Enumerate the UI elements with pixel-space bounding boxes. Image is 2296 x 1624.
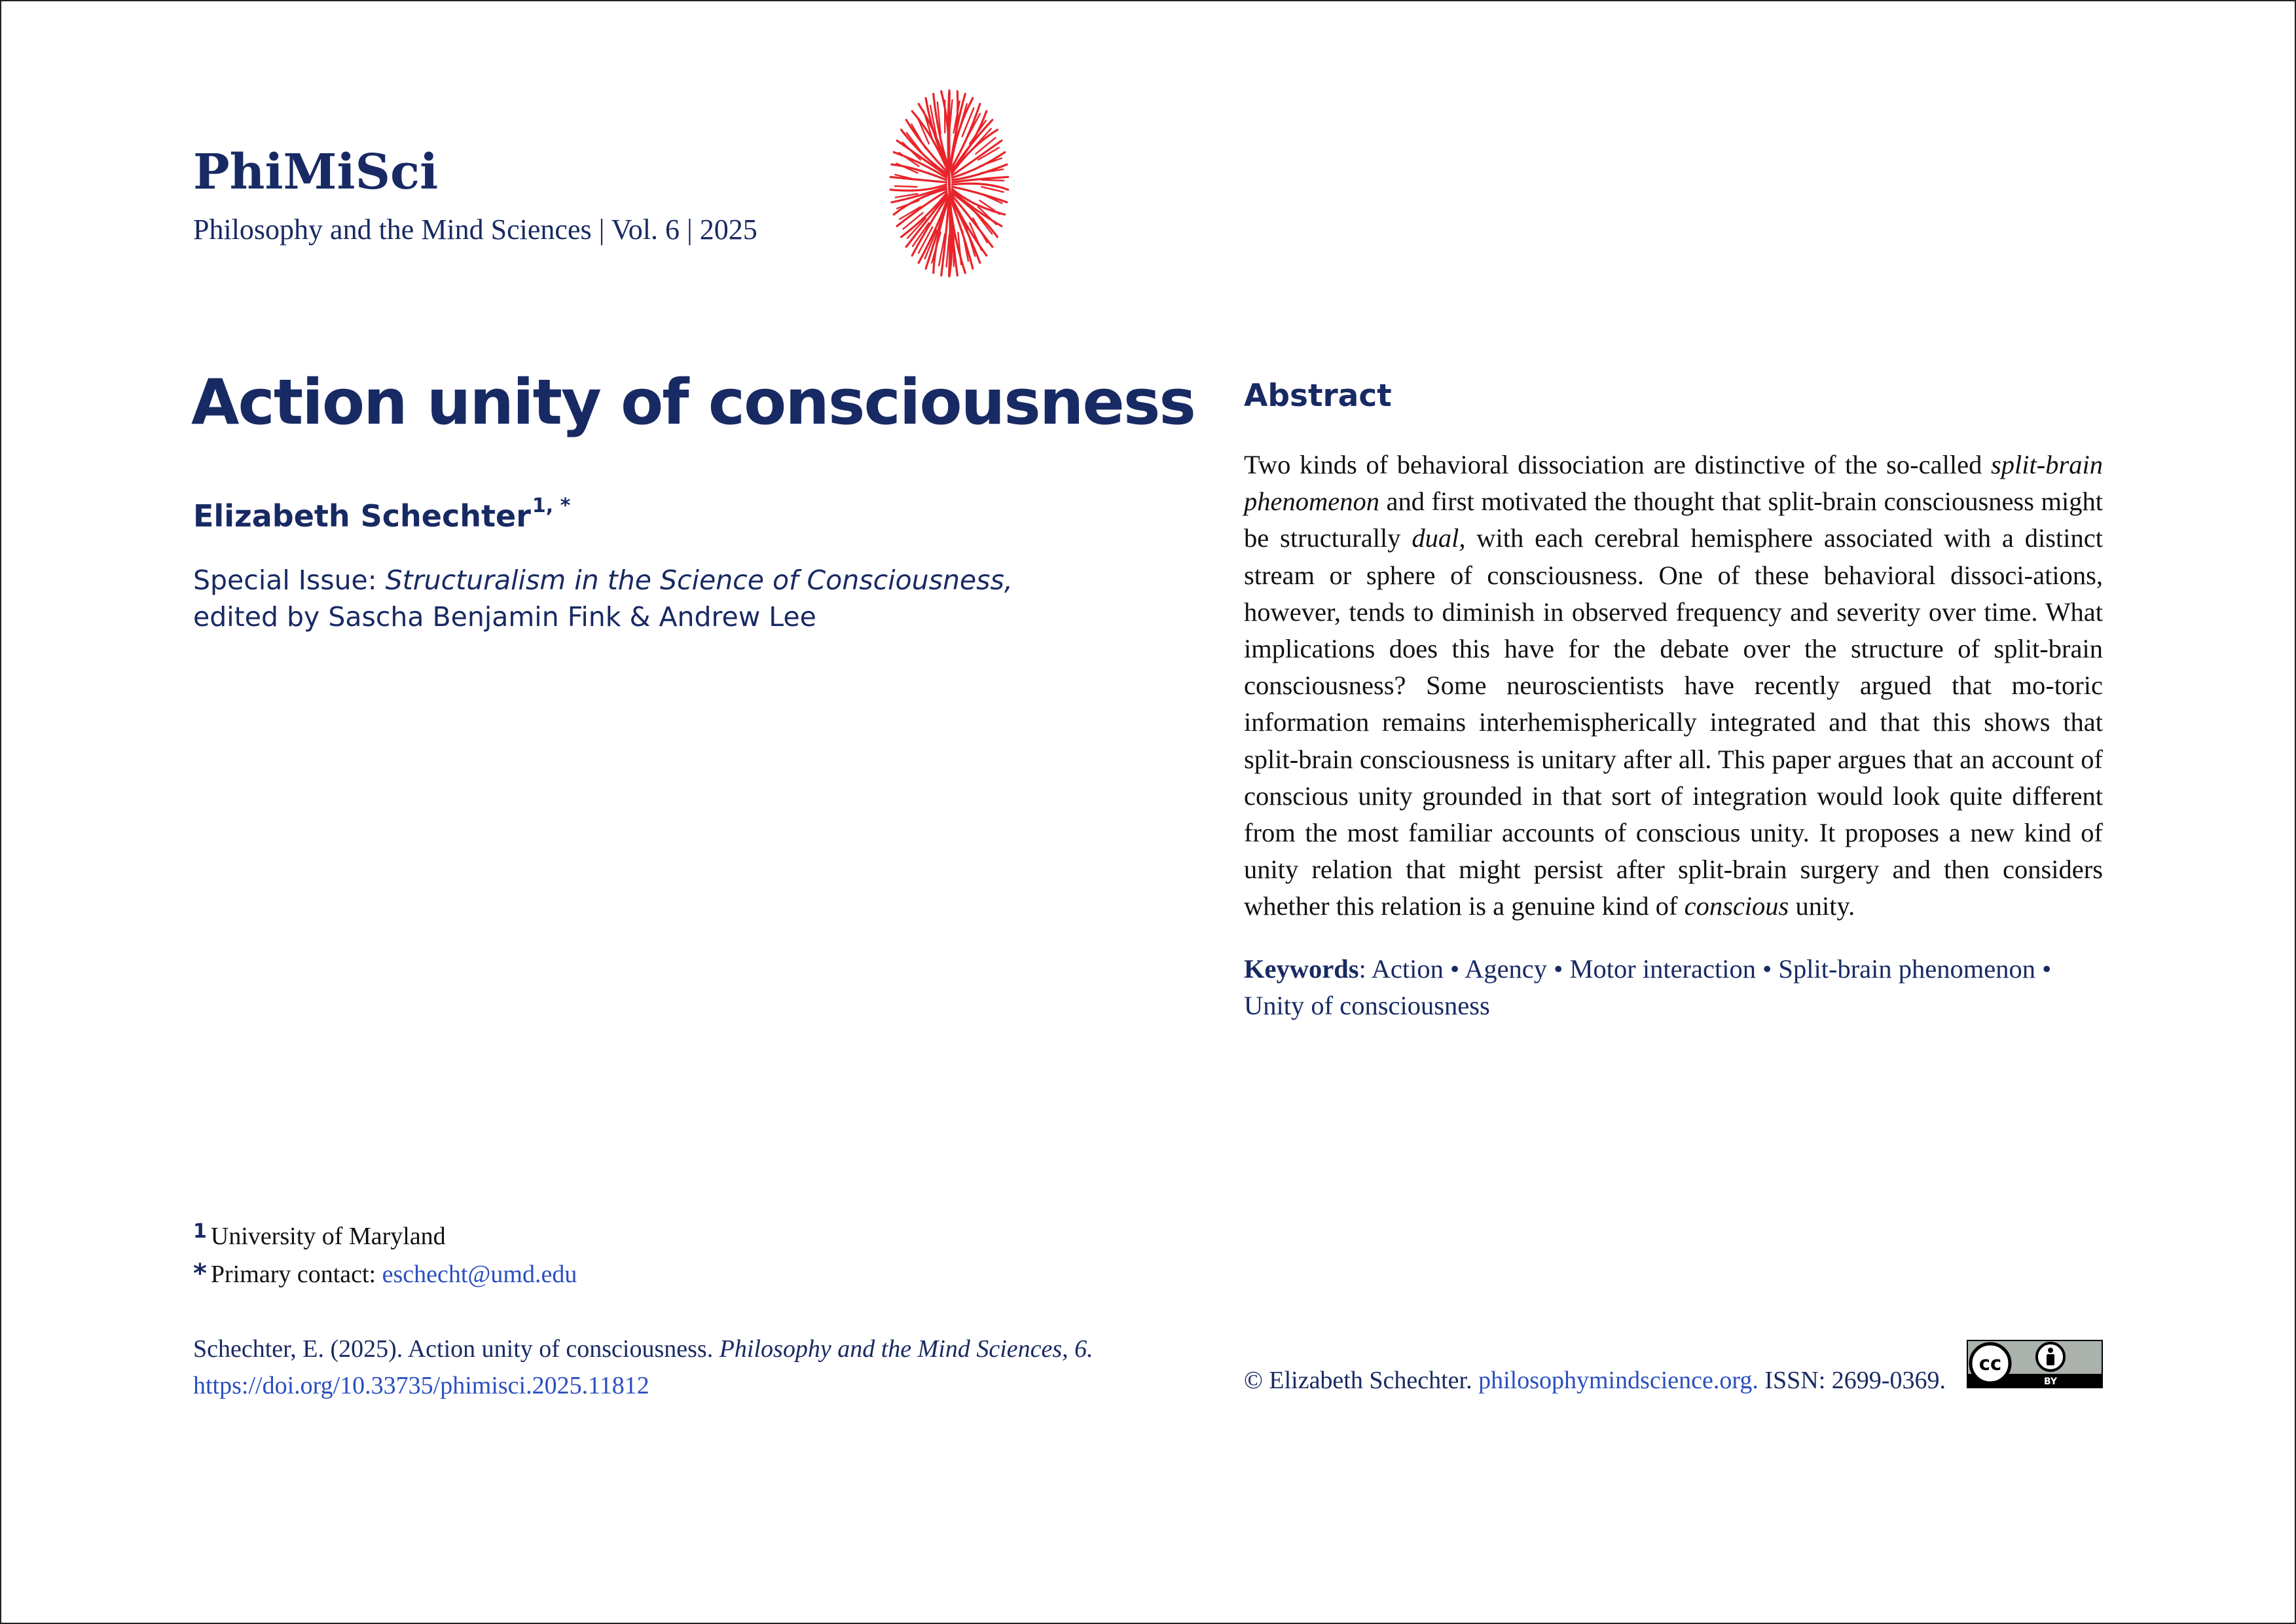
citation-journal: Philosophy and the Mind Sciences, (719, 1335, 1068, 1363)
abstract-emphasis-3: conscious (1684, 891, 1789, 921)
special-issue-title: Structuralism in the Science of Consciousness, (385, 564, 1013, 596)
author-name (193, 494, 570, 534)
by-person-body (2047, 1354, 2054, 1365)
cc-by-license-icon[interactable] (1967, 1340, 2103, 1388)
affiliation-footnote (193, 1213, 577, 1255)
logo-branch (980, 158, 1002, 166)
abstract-part-2: and first motivated the thought that split-brain consciousness might be structurally (1244, 487, 2104, 553)
journal-name: PhiMiSci (193, 144, 439, 200)
cc-symbol: cc (1978, 1352, 2002, 1375)
citation (193, 1331, 1097, 1404)
by-person-head (2048, 1348, 2053, 1353)
footnotes (193, 1213, 577, 1293)
citation-volume: 6. (1074, 1335, 1093, 1363)
contact-label: Primary contact: (210, 1261, 376, 1288)
website-link[interactable]: philosophymindscience.org. (1478, 1367, 1758, 1394)
affiliation-mark: 1 (193, 1220, 207, 1243)
logo-branch (895, 186, 917, 187)
citation-prefix: Schechter, E. (2025). Action unity of consciousness. (193, 1335, 714, 1363)
abstract-part-4: unity. (1795, 891, 1855, 921)
logo-stroke (890, 177, 946, 182)
logo-branch (897, 200, 919, 208)
contact-email-link[interactable]: eschecht@umd.edu (382, 1261, 577, 1288)
abstract-text (1244, 447, 2103, 925)
logo-branch (981, 180, 1004, 181)
keywords (1244, 951, 2115, 1024)
license-line (1244, 1366, 1946, 1395)
abstract-part-1: Two kinds of behavioral dissociation are distinctive of the so-called (1244, 450, 1982, 479)
abstract-emphasis-1: split-brain phenomenon (1244, 450, 2103, 517)
author-affiliation-marks: 1, * (532, 494, 571, 517)
journal-subtitle: Philosophy and the Mind Sciences | Vol. 6 | 2025 (193, 213, 757, 246)
logo-branch (907, 133, 923, 154)
by-label: BY (2043, 1376, 2058, 1387)
author-name-text: Elizabeth Schechter (193, 498, 531, 534)
special-issue-label: Special Issue: (193, 564, 377, 596)
special-issue-editors: edited by Sascha Benjamin Fink & Andrew Lee (193, 601, 816, 633)
issn-text: ISSN: 2699-0369. (1764, 1367, 1946, 1394)
contact-footnote (193, 1255, 577, 1293)
special-issue-note (193, 562, 1084, 635)
paper-title: Action unity of consciousness (191, 367, 1195, 439)
red-fingerprint-brain-logo-icon (887, 85, 1011, 282)
contact-mark: * (193, 1259, 207, 1289)
abstract-heading: Abstract (1244, 378, 1392, 414)
doi-link[interactable]: https://doi.org/10.33735/phimisci.2025.11812 (193, 1372, 649, 1399)
abstract-part-3: with each cerebral hemisphere associated with a distinct stream or sphere of consciousness. One of these behavioral dissoci-ations, however, tends to diminish in observed frequency and severity over time. What implications does this have for the debate over the structure of split-brain consciousness? Some neuroscientists have recently argued that mo-toric information remains interhemispherically integrated and that this shows that split-brain consciousness is unitary after all. This paper argues that an account of conscious unity grounded in that sort of integration would look quite different from the most familiar accounts of conscious unity. It proposes a new kind of unity relation that might persist after split-brain surgery and then considers whether this relation is a genuine kind of (1244, 523, 2103, 921)
keywords-label: Keywords (1244, 954, 1359, 984)
affiliation-text: University of Maryland (210, 1223, 446, 1250)
copyright-text: © Elizabeth Schechter. (1244, 1367, 1472, 1394)
keywords-list: : Action • Agency • Motor interaction • Split-brain phenomenon • Unity of consciousness (1244, 954, 2052, 1021)
abstract-emphasis-2: dual, (1412, 523, 1466, 553)
